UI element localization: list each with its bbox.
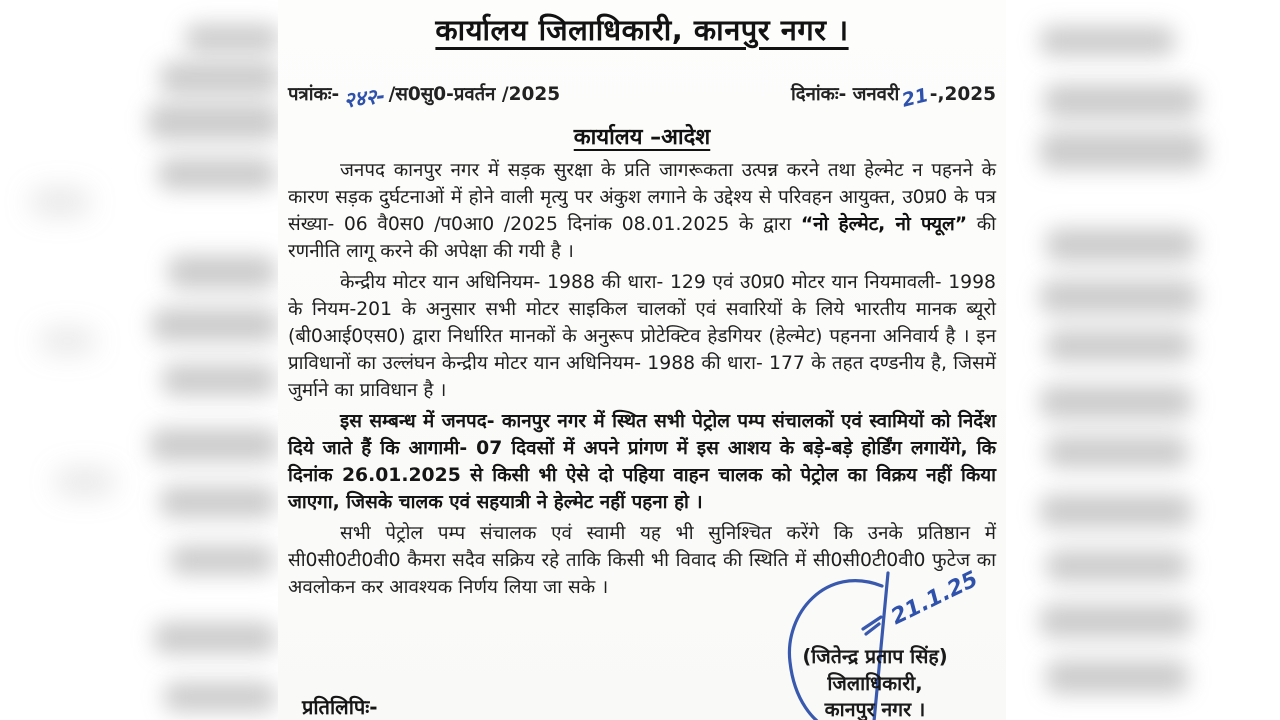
blurred-text-artifact xyxy=(1046,436,1188,468)
blurred-text-artifact xyxy=(152,308,278,342)
letter-date-suffix: -,2025 xyxy=(929,84,996,105)
blurred-text-artifact xyxy=(1044,84,1199,118)
paragraph-1 xyxy=(288,157,996,265)
signature-date-handwritten: 21.1.25 xyxy=(887,566,983,631)
blurred-text-artifact xyxy=(55,470,115,494)
blurred-text-artifact xyxy=(30,190,90,214)
paragraph-4: सभी पेट्रोल पम्प संचालक एवं स्वामी यह भी सुनिश्चित करेंगे कि उनके प्रतिष्ठान में सी0सी0टी0वी0 कैमरा सदैव सक्रिय रहे ताकि किसी भी विवाद की स्थिति में सी0सी0टी0वी0 फुटेज का अवलोकन कर आवश्यक निर्णय लिया जा सके । xyxy=(288,523,996,598)
paragraph-1-text-end: की रणनीति लागू करने की अपेक्षा की गयी है । xyxy=(288,214,997,262)
document-page xyxy=(278,0,1006,720)
blurred-text-artifact xyxy=(185,24,278,52)
blurred-text-artifact xyxy=(1040,385,1192,419)
blurred-text-artifact xyxy=(162,364,276,396)
order-heading: कार्यालय –आदेश xyxy=(573,125,711,150)
blurred-text-artifact xyxy=(150,428,278,462)
paragraph-3: इस सम्बन्ध में जनपद- कानपुर नगर में स्थित सभी पेट्रोल पम्प संचालकों एवं स्वामियों को निर्देश दिये जाते हैं कि आगामी- 07 दिवसों में अपने प्रांगण में इस आशय के बड़े-बड़े होर्डिंग लगायेंगे, कि दिनांक 26.01.2025 से किसी भी ऐसे दो पहिया वाहन चालक को पेट्रोल का विक्रय नहीं किया जाएगा, जिसके चालक एवं सहयात्री ने हेल्मेट नहीं पहना हो । xyxy=(288,411,996,513)
blurred-text-artifact xyxy=(160,486,276,518)
blurred-text-artifact xyxy=(40,330,95,352)
letter-number-handwritten: २४२- xyxy=(342,83,387,113)
blurred-text-artifact xyxy=(164,682,276,712)
blurred-text-artifact xyxy=(154,622,276,654)
letter-date xyxy=(790,81,996,112)
letter-number-suffix: /स0सु0-प्रवर्तन /2025 xyxy=(388,84,561,105)
blurred-background-left xyxy=(0,0,278,720)
no-helmet-no-fuel-phrase: “नो हेल्मेट, नो फ्यूल” xyxy=(800,214,968,235)
letter-number-label: पत्रांकः- xyxy=(288,84,340,105)
blurred-text-artifact xyxy=(168,255,276,289)
document-title: कार्यालय जिलाधिकारी, कानपुर नगर । xyxy=(435,13,849,47)
blurred-text-artifact xyxy=(1046,660,1188,694)
blurred-text-artifact xyxy=(1040,26,1175,56)
paragraph-2: केन्द्रीय मोटर यान अधिनियम- 1988 की धारा- 129 एवं उ0प्र0 मोटर यान नियमावली- 1998 के नियम-201 के अनुसार सभी मोटर साइकिल चालकों एवं सवारियों के लिये भारतीय मानक ब्यूरो (बी0आई0एस0) द्वारा निर्धारित मानकों के अनुरूप प्रोटेक्टिव हेडगियर (हेल्मेट) पहनना अनिवार्य है । इन प्राविधानों का उल्लंघन केन्द्रीय मोटर यान अधिनियम- 1988 की धारा- 177 के तहत दण्डनीय है, जिसमें जुर्माने का प्राविधान है । xyxy=(288,272,996,401)
signature-block xyxy=(760,566,990,720)
letter-date-handwritten: 21 xyxy=(900,84,932,112)
blurred-text-artifact xyxy=(160,62,278,94)
blurred-text-artifact xyxy=(1040,132,1205,170)
signatory-designation: जिलाधिकारी, xyxy=(827,672,923,695)
blurred-text-artifact xyxy=(1046,550,1188,582)
blurred-text-artifact xyxy=(148,104,278,140)
blurred-text-artifact xyxy=(170,545,274,575)
paragraph-1-text: जनपद कानपुर नगर में सड़क सुरक्षा के प्रति जागरूकता उत्पन्न करने तथा हेल्मेट न पहनने के कारण सड़क दुर्घटनाओं में होने वाली मृत्यु पर अंकुश लगाने के उद्देश्य से परिवहन आयुक्त, उ0प्र0 के पत्र संख्या- 06 वै0स0 /प0आ0 /2025 दिनांक 08.01.2025 के द्वारा xyxy=(288,160,996,235)
blurred-text-artifact xyxy=(1040,604,1192,638)
letter-number xyxy=(288,79,561,113)
copy-to-label: प्रतिलिपिः- xyxy=(302,695,378,719)
blurred-background-right xyxy=(1006,0,1280,720)
signatory-place: कानपुर नगर । xyxy=(824,698,926,720)
reference-row xyxy=(288,79,996,113)
blurred-text-artifact xyxy=(1046,228,1196,262)
signatory-name: (जितेन्द्र प्रताप सिंह) xyxy=(802,645,948,668)
blurred-text-artifact xyxy=(1046,330,1192,362)
blurred-text-artifact xyxy=(158,158,276,190)
blurred-text-artifact xyxy=(1040,494,1192,528)
blurred-text-artifact xyxy=(1040,280,1198,314)
letter-date-label: दिनांकः- जनवरी xyxy=(790,84,900,105)
